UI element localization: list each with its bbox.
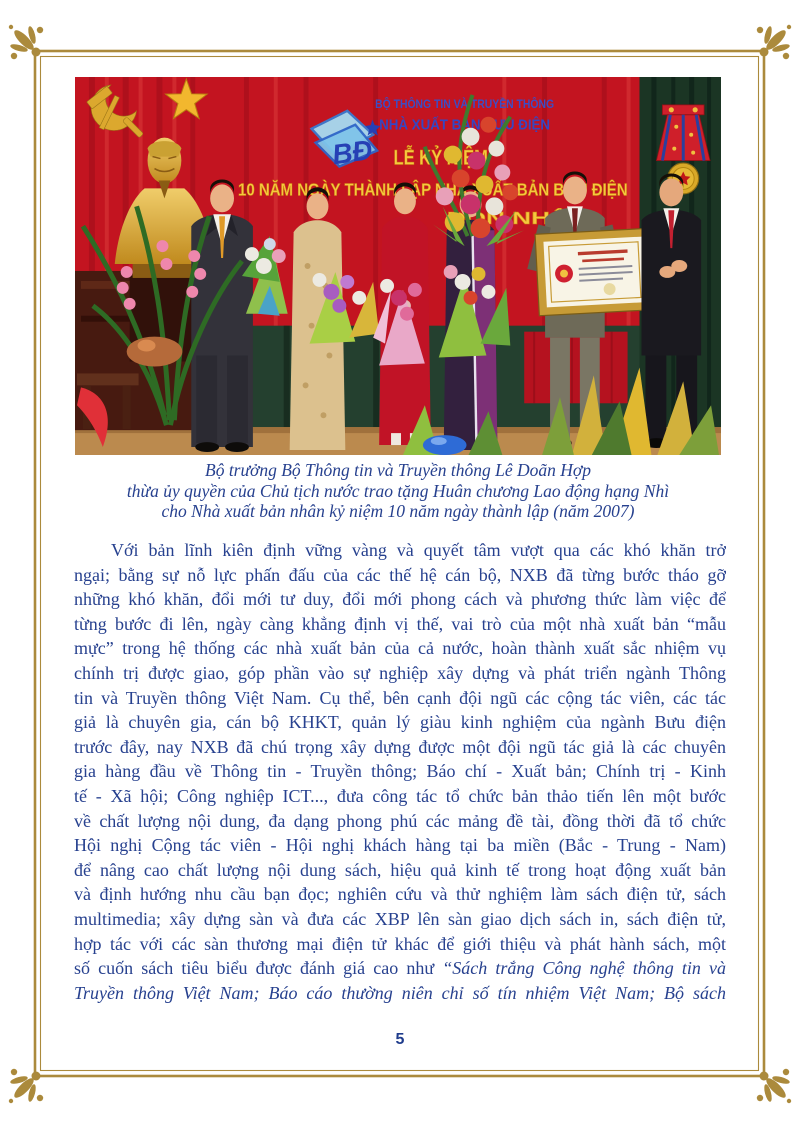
body-line: hợp tác với các sàn thương mại điện tử khác để giới thiệu và phát hành sách, một <box>74 933 726 954</box>
body-line: ngại; bằng sự nỗ lực phấn đấu của các thế hệ cán bộ, NXB đã từng bước tháo gỡ <box>74 564 726 585</box>
body-line: trước đây, nay NXB đã chú trọng xây dựng được một đội ngũ tác giả là các chuyên <box>74 736 726 757</box>
corner-ornament-top-left <box>9 25 43 59</box>
body-line: và định hướng nhu cầu bạn đọc; nghiên cứu và thử nghiệm làm sách điện tử, sách <box>74 884 726 905</box>
body-line: gia hàng đầu về Thông tin - Truyền thông; Báo chí - Xuất bản; Chính trị - Kinh <box>74 761 726 782</box>
page-number: 5 <box>395 1031 405 1048</box>
body-line <box>74 956 726 981</box>
banner-receive-line: ĐÓN NHẬN <box>446 208 543 229</box>
body-line: Với bản lĩnh kiên định vững vàng và quyết tâm vượt qua các khó khăn trở <box>111 540 726 560</box>
body-line: tế - Xã hội; Công nghiệp ICT..., đưa công tác tổ chức bản thảo tiến lên một bước <box>74 785 726 806</box>
body-line: tin và Truyền thông Việt Nam. Cụ thể, bên cạnh đội ngũ các cộng tác viên, các tác <box>74 687 726 708</box>
award-certificate <box>535 228 654 315</box>
photo-caption <box>75 460 721 522</box>
body-line: Truyền thông Việt Nam; Báo cáo thường niên chỉ số tín nhiệm Việt Nam; Bộ sách <box>74 982 726 1003</box>
body-line: những khó khăn, đổi mới tư duy, đổi mới phong cách và phương thức làm việc để <box>74 589 726 610</box>
caption-line-2: thừa ủy quyền của Chủ tịch nước trao tặng Huân chương Lao động hạng Nhì <box>126 480 670 501</box>
corner-ornament-bottom-left <box>9 1069 43 1103</box>
body-line: mực” trong hệ thống các nhà xuất bản của cả nước, hoàn thành xuất sắc nhiệm vụ <box>74 638 726 659</box>
body-line: multimedia; xây dựng sàn và đưa các XBP lên sàn giao dịch sách in, sách điện tử, <box>74 908 726 929</box>
attendee-man-suit <box>191 179 253 452</box>
body-line-italic-part: “Sách trắng Công nghệ thông tin và <box>442 958 726 979</box>
body-line-normal-part: số cuốn sách tiêu biểu được đánh giá cao như <box>74 958 443 979</box>
body-line: để nâng cao chất lượng nội dung sách, hiệu quả kinh tế trong hoạt động xuất bản <box>74 859 726 880</box>
publisher-logo-text: BĐ <box>330 133 375 171</box>
body-line: từng bước đi lên, ngày càng khẳng định vị thế, vai trò của một nhà xuất bản “mẫu <box>74 613 726 634</box>
ceremony-photo <box>75 77 721 455</box>
banner-publisher-line: NHÀ XUẤT BẢN BƯU ĐIỆN <box>379 117 571 134</box>
body-text <box>74 538 726 1005</box>
body-line: Hội nghị Cộng tác viên - Hội nghị khách hàng tại ba miền (Bắc - Trung - Nam) <box>74 835 726 856</box>
corner-ornament-bottom-right <box>757 1069 791 1103</box>
caption-line-1: Bộ trưởng Bộ Thông tin và Truyền thông Lê Doãn Hợp <box>205 460 591 480</box>
body-line: về chất lượng nội dung, đa dạng phong phú các mảng đề tài, đồng thời đã tổ chức <box>74 810 726 831</box>
corner-ornament-top-right <box>757 25 791 59</box>
body-line: chính trị được giao, góp phần vào sự nghiệp xây dựng và phát triển ngành Thông <box>74 662 726 683</box>
caption-line-3: cho Nhà xuất bản nhân kỷ niệm 10 năm ngày thành lập (năm 2007) <box>161 501 635 521</box>
banner-ministry-line: BỘ THÔNG TIN VÀ TRUYỀN THÔNG <box>375 96 581 111</box>
body-line: giả là chuyên gia, cán bộ KHKT, quản lý giàu kinh nghiệm của ngành Bưu điện <box>74 712 726 733</box>
